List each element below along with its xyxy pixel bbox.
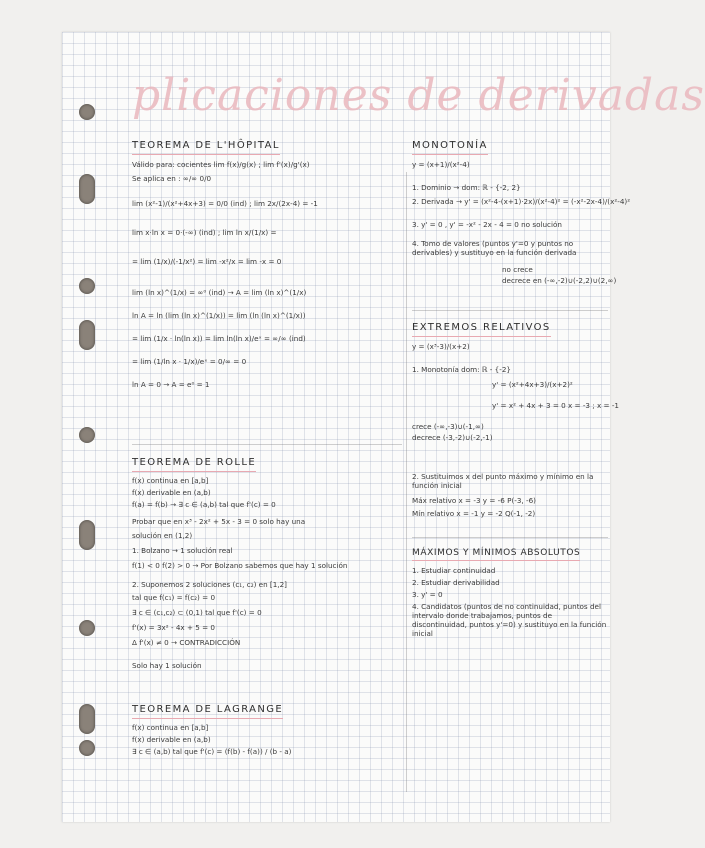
note-line: decrece (-3,-2)∪(-2,-1) [412,432,493,442]
binder-hole [79,174,95,204]
section-separator [412,310,608,311]
note-line: 1. Monotonía dom: ℝ - {-2} [412,364,511,374]
note-line: = lim (1/ln x · 1/x)/eˣ = 0/∞ = 0 [132,356,247,366]
note-line: 2. Derivada → y' = (x²-4-(x+1)·2x)/(x²-4)² = (-x²-2x-4)/(x²-4)² [412,196,631,206]
note-line: Probar que en x³ - 2x² + 5x - 3 = 0 solo hay una [132,516,306,526]
notebook-page [62,32,705,822]
lagrange-section [132,704,400,756]
note-line: 1. Dominio → dom: ℝ - {-2, 2} [412,182,521,192]
note-line: tal que f(c₁) = f(c₂) = 0 [132,592,216,602]
page-title: plicaciones de derivadas [132,70,705,121]
note-line: lim (ln x)^(1/x) = ∞⁰ (ind) → A = lim (ln x)^(1/x) [132,287,307,297]
note-line: f(x) continua en [a,b] [132,475,209,485]
binder-hole [79,740,95,756]
column-divider [406,172,407,792]
note-line: crece (-∞,-3)∪(-1,∞) [412,421,484,431]
note-line: solución en (1,2) [132,530,193,540]
note-line: Solo hay 1 solución [132,660,202,670]
note-line: 3. y' = 0 [412,590,443,600]
section-separator [132,444,402,445]
note-line: no crece [502,264,533,274]
hopital-heading: TEOREMA DE L'HÔPITAL [132,140,280,155]
note-line: f(a) = f(b) → ∃ c ∈ (a,b) tal que f'(c) = 0 [132,499,276,509]
note-line: f(1) < 0 f(2) > 0 → Por Bolzano sabemos que hay 1 solución [132,560,348,570]
rolle-section [132,457,400,670]
monotonia-heading: MONOTONÍA [412,140,488,155]
binder-hole [79,320,95,350]
monotonia-section [412,140,631,285]
note-line: f'(x) = 3x² - 4x + 5 = 0 [132,622,215,632]
note-line: 4. Candidatos (puntos de no continuidad, puntos del intervalo donde trabajamos, puntos de discontinuidad, puntos y'=0) y sustituyo en la función inicial [412,602,607,639]
note-line: f(x) continua en [a,b] [132,722,209,732]
note-line: = lim (1/x · ln(ln x)) = lim ln(ln x)/eˣ = ∞/∞ (ind) [132,333,306,343]
note-line: Máx relativo x = -3 y = -6 P(-3, -6) [412,495,536,505]
rolle-heading: TEOREMA DE ROLLE [132,457,256,472]
note-line: f(x) derivable en (a,b) [132,734,211,744]
section-separator [412,537,608,538]
note-line: lim x·ln x = 0·(-∞) (ind) ; lim ln x/(1/x) = [132,227,277,237]
note-line: 2. Sustituimos x del punto máximo y mínimo en la función inicial [412,471,594,490]
note-line: ln A = 0 → A = e⁰ = 1 [132,379,210,389]
note-line: decrece en (-∞,-2)∪(-2,2)∪(2,∞) [502,275,617,285]
note-line: Se aplica en : ∞/∞ 0/0 [132,173,212,183]
note-line: ∃ c ∈ (c₁,c₂) ⊂ (0,1) tal que f'(c) = 0 [132,607,262,617]
note-line: Válido para: cocientes lim f(x)/g(x) ; lim f'(x)/g'(x) [132,159,310,169]
binder-hole [79,704,95,734]
note-line: ∃ c ∈ (a,b) tal que f'(c) = (f(b) - f(a)) / (b - a) [132,746,292,756]
binder-hole [79,278,95,294]
note-line: y = (x+1)/(x²-4) [412,159,470,169]
binder-hole [79,520,95,550]
hopital-section [132,140,400,389]
extremos-section [412,322,620,518]
note-line: 1. Estudiar continuidad [412,566,496,576]
note-line: 2. Suponemos 2 soluciones (c₁, c₂) en [1,2] [132,579,287,589]
binder-hole [79,104,95,120]
lagrange-heading: TEOREMA DE LAGRANGE [132,704,283,719]
note-line: Δ f'(x) ≠ 0 → CONTRADICCIÓN [132,637,241,647]
note-line: = lim (1/x)/(-1/x²) = lim -x²/x = lim -x = 0 [132,256,282,266]
maximos-section [412,547,608,638]
binder-hole [79,427,95,443]
note-line: f(x) derivable en (a,b) [132,487,211,497]
note-line: 1. Bolzano → 1 solución real [132,545,233,555]
maximos-heading: MÁXIMOS Y MÍNIMOS ABSOLUTOS [412,548,580,561]
note-line: y' = (x²+4x+3)/(x+2)² [492,379,573,389]
note-line: 2. Estudiar derivabilidad [412,578,500,588]
binder-hole [79,620,95,636]
note-line: 4. Tomo de valores (puntos y'=0 y puntos no derivables) y sustituyo en la función derivada [412,238,577,257]
note-line: Mín relativo x = -1 y = -2 Q(-1, -2) [412,508,536,518]
note-line: 3. y' = 0 , y' = -x² - 2x - 4 = 0 no solución [412,219,562,229]
note-line: lim (x²-1)/(x²+4x+3) = 0/0 (ind) ; lim 2x/(2x-4) = -1 [132,198,318,208]
note-line: y' = x² + 4x + 3 = 0 x = -3 ; x = -1 [492,400,620,410]
extremos-heading: EXTREMOS RELATIVOS [412,322,551,337]
note-line: ln A = ln (lim (ln x)^(1/x)) = lim (ln (ln x)^(1/x)) [132,310,306,320]
note-line: y = (x³-3)/(x+2) [412,341,470,351]
